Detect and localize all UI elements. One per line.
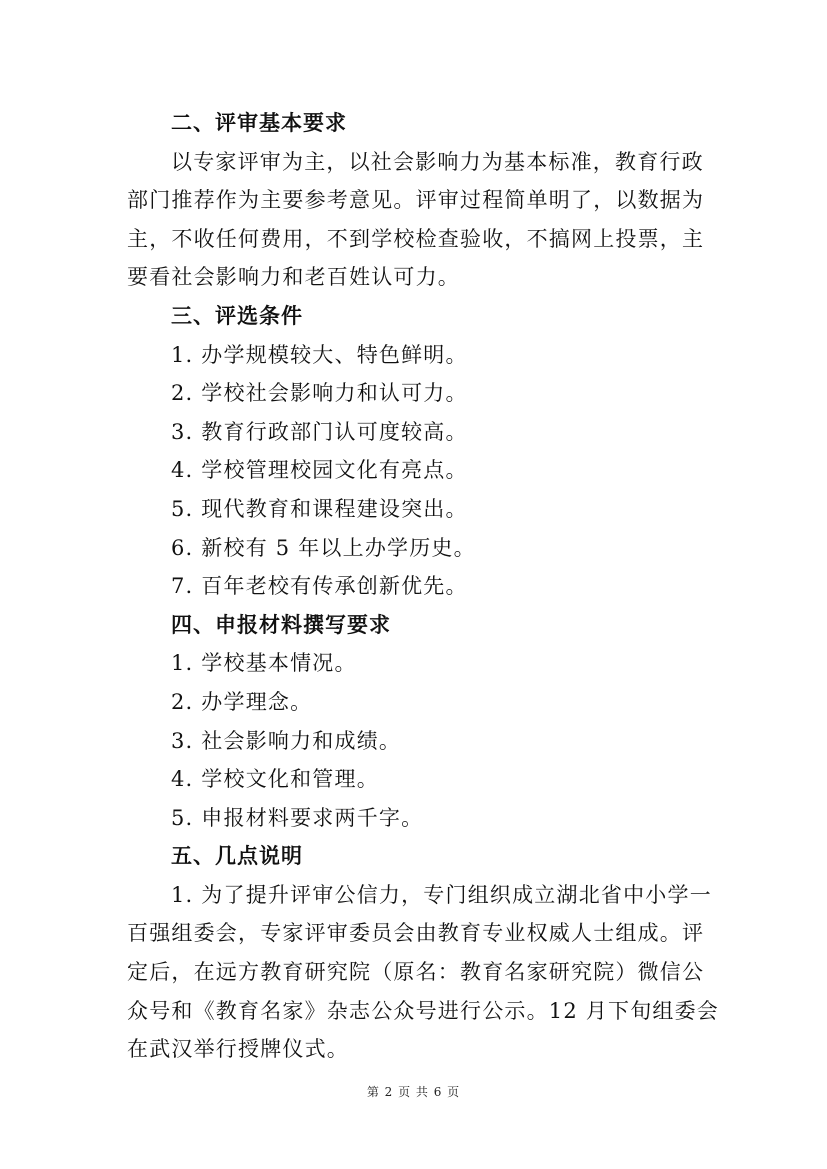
text-line: 以专家评审为主，以社会影响力为基本标准，教育行政: [171, 149, 704, 174]
text-line: 要看社会影响力和老百姓认可力。: [127, 265, 460, 290]
section-heading-application-materials: 四、申报材料撰写要求: [171, 612, 391, 637]
list-item: 7. 百年老校有传承创新优先。: [171, 574, 468, 599]
text-line: 主，不收任何费用，不到学校检查验收，不搞网上投票，主: [127, 226, 705, 251]
text-line: 在武汉举行授牌仪式。: [127, 1037, 349, 1062]
list-item: 2. 办学理念。: [171, 689, 313, 714]
list-selection-criteria: [127, 336, 707, 606]
paragraph-review-requirements: [127, 143, 707, 297]
list-item: 1. 办学规模较大、特色鲜明。: [171, 342, 468, 367]
text-line: 众号和《教育名家》杂志公众号进行公示。12 月下旬组委会: [127, 998, 719, 1023]
list-item: 6. 新校有 5 年以上办学历史。: [171, 535, 476, 560]
section-heading-review-requirements: 二、评审基本要求: [171, 111, 347, 135]
list-item: 2. 学校社会影响力和认可力。: [171, 381, 468, 406]
document-body: [127, 104, 719, 1069]
list-item: 3. 社会影响力和成绩。: [171, 728, 402, 753]
list-item: 5. 申报材料要求两千字。: [171, 805, 424, 830]
text-line: 部门推荐作为主要参考意见。评审过程简单明了，以数据为: [127, 188, 705, 213]
list-application-materials: [127, 644, 707, 837]
list-item: 3. 教育行政部门认可度较高。: [171, 419, 468, 444]
section-heading-notes: 五、几点说明: [171, 844, 303, 869]
page-number-footer: 第 2 页 共 6 页: [366, 1085, 461, 1099]
list-item: 4. 学校管理校园文化有亮点。: [171, 458, 468, 483]
text-line: 定后，在远方教育研究院（原名：教育名家研究院）微信公: [127, 960, 705, 985]
list-item: 5. 现代教育和课程建设突出。: [171, 496, 468, 521]
text-line: 百强组委会，专家评审委员会由教育专业权威人士组成。评: [127, 921, 705, 946]
text-line: 1. 为了提升评审公信力，专门组织成立湖北省中小学一: [171, 882, 712, 907]
section-heading-selection-criteria: 三、评选条件: [171, 303, 303, 328]
paragraph-notes: [127, 876, 719, 1069]
list-item: 1. 学校基本情况。: [171, 651, 357, 676]
list-item: 4. 学校文化和管理。: [171, 767, 379, 792]
